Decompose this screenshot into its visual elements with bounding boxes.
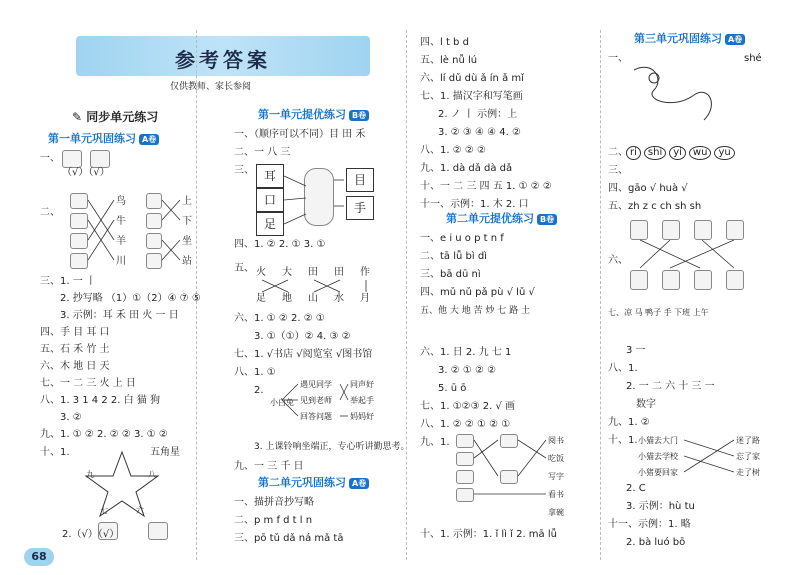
answer-line: 七、一 二 三 火 上 日 xyxy=(40,378,136,389)
answer-line: 2. C xyxy=(626,483,646,494)
answer-line: 五、zh z c ch sh sh xyxy=(608,201,702,212)
unit1-improve-heading: 第一单元提优练习 B卷 xyxy=(258,108,369,122)
circled-pinyin: yi xyxy=(669,146,686,160)
answer-line: 3. ①（①）② 4. ③ ② xyxy=(254,331,351,342)
answer-line: 三、1. 一 丨 xyxy=(40,276,96,287)
dot-to-dot-dragon xyxy=(624,60,724,130)
child-picture xyxy=(146,253,162,269)
char-box: 目 xyxy=(346,168,374,192)
answer-line: 九、1. ② xyxy=(608,417,650,428)
match-word: 羊 xyxy=(116,236,126,247)
animal-picture xyxy=(70,213,88,229)
answer-line: 二、p m f d t l n xyxy=(234,515,313,526)
answer-line: 九、一 三 千 日 xyxy=(234,461,304,472)
answer-line: 十、1. xyxy=(608,435,638,446)
divider xyxy=(406,30,407,560)
answer-line: 六、1. 日 2. 九 七 1 xyxy=(420,347,512,358)
animal-picture xyxy=(70,233,88,249)
match-phrase: 迷了路 xyxy=(736,436,760,445)
star-label: 八 xyxy=(148,470,156,479)
divider xyxy=(600,30,601,560)
answer-line: 一、描拼音抄写略 xyxy=(234,497,314,508)
answer-line: 九、1. ① ② 2. ② ② 3. ① ② xyxy=(40,429,168,440)
answer-line: 一、 xyxy=(608,53,628,64)
answer-line: 3. ② xyxy=(60,412,82,423)
animal-picture xyxy=(70,253,88,269)
child-picture xyxy=(146,233,162,249)
object-picture xyxy=(500,470,518,484)
answer-line: 2. 抄写略 （1）①（2）④ ⑦ ⑤ xyxy=(60,293,201,304)
answer-line: 十、一 二 三 四 五 1. ① ② ② xyxy=(420,181,552,192)
match-phrase: 走了树 xyxy=(736,468,760,477)
answer-line: 六、木 地 日 天 xyxy=(40,361,110,372)
circled-pinyin: wu xyxy=(689,146,712,160)
animal-picture xyxy=(70,193,88,209)
match-word: 牛 xyxy=(116,216,126,227)
match-word: 月 xyxy=(360,293,370,304)
scene-picture xyxy=(694,220,712,240)
answer-line: shé xyxy=(744,53,762,64)
match-phrase: 小猪要回家 xyxy=(638,468,678,477)
char-box: 耳 xyxy=(256,164,284,188)
answer-line: 八、1. ② ② ② xyxy=(420,145,486,156)
page-number: 68 xyxy=(24,548,54,566)
answer-line: 四、l t b d xyxy=(420,37,469,48)
answer-line: 八、1. ② ② ① ② ① xyxy=(420,419,511,430)
answer-line: 2. ノ 丨 示例：上 xyxy=(438,109,518,120)
answer-line: 一、（顺序可以不同）目 田 禾 xyxy=(234,129,366,140)
answer-line: 七、1. 描汉字和写笔画 xyxy=(420,91,523,102)
answer-line: 3. ② ① ② ② xyxy=(438,365,497,376)
answer-line: 2. 一 二 六 十 三 一 xyxy=(626,381,715,392)
match-word: 下 xyxy=(182,216,192,227)
section-heading: ✎ 同步单元练习 xyxy=(72,110,159,124)
match-word: 大 xyxy=(282,267,292,278)
match-phrase: 遇见同学 xyxy=(300,380,332,389)
answer-line: 七、凉 马 鸭子 手 下班 上午 xyxy=(608,308,709,317)
match-word: 足 xyxy=(256,293,266,304)
star-label: 七 xyxy=(100,506,108,515)
unit3-heading: 第三单元巩固练习 A卷 xyxy=(634,32,745,46)
answer-line: 一、e i u o p t n f xyxy=(420,233,504,244)
match-word: 山 xyxy=(308,293,318,304)
answer-line: 九、1. dà dǎ dà dǎ xyxy=(420,163,513,174)
circled-pinyin: ri xyxy=(626,146,641,160)
star-label: 九 xyxy=(86,470,94,479)
answer-line: 十一、示例：1. 略 xyxy=(608,519,691,530)
page-title: 参考答案 xyxy=(175,48,271,72)
scene-picture xyxy=(726,270,744,290)
answer-line: 九、1. xyxy=(420,437,450,448)
answer-line: 八、1. 3 1 4 2 2. 白 猫 狗 xyxy=(40,395,160,406)
match-phrase: 小猫去大门 xyxy=(638,436,678,445)
char-box: 手 xyxy=(346,196,374,220)
answer-line: 八、1. ① xyxy=(234,367,276,378)
match-phrase: 同声好 xyxy=(350,380,374,389)
match-word: 作 xyxy=(360,267,370,278)
answer-line: 二、 xyxy=(608,147,628,158)
answer-line: 十、1. 示例：1. ǐ lì ǐ 2. mā lǚ xyxy=(420,529,557,540)
answer-line: 七、1. ①②③ 2. √ 画 xyxy=(420,401,516,412)
match-word: 写字 xyxy=(548,472,564,481)
answer-line: 八、1. xyxy=(608,363,638,374)
answer-line: （√）（√） xyxy=(62,167,110,178)
object-picture xyxy=(456,452,474,466)
answer-line: 四、mǔ nǔ pǎ pù √ lǔ √ xyxy=(420,287,535,298)
object-picture xyxy=(456,470,474,484)
match-word: 看书 xyxy=(548,490,564,499)
match-phrase: 小白兔 xyxy=(270,398,294,407)
object-picture xyxy=(456,488,474,502)
star-caption: 五角星 xyxy=(150,447,180,458)
match-phrase: 妈妈好 xyxy=(350,412,374,421)
match-phrase: 举起手 xyxy=(350,396,374,405)
match-word: 火 xyxy=(256,267,266,278)
answer-line: 3 一 xyxy=(626,345,646,356)
answer-line: 四、1. ② 2. ① 3. ① xyxy=(234,239,326,250)
object-picture xyxy=(456,434,474,448)
match-word: 田 xyxy=(334,267,344,278)
match-word: 上 xyxy=(182,196,192,207)
answer-line: 3. 示例：hù tu xyxy=(626,501,695,512)
answer-banner xyxy=(76,36,370,76)
answer-line: 五、石 禾 竹 土 xyxy=(40,344,110,355)
answer-line: 2.（√）（√） xyxy=(62,529,120,540)
answer-line: 四、手 目 耳 口 xyxy=(40,327,110,338)
match-word: 坐 xyxy=(182,236,192,247)
match-word: 水 xyxy=(334,293,344,304)
circled-pinyin: shi xyxy=(644,146,666,160)
answer-line: 2. bà luó bō xyxy=(626,537,686,548)
match-phrase: 见到老师 xyxy=(300,396,332,405)
object-picture xyxy=(500,434,518,448)
child-picture xyxy=(146,193,162,209)
match-word: 鸟 xyxy=(116,196,126,207)
match-word: 吃饭 xyxy=(548,454,564,463)
match-word: 川 xyxy=(116,256,126,267)
answer-line: 3. 上课铃响坐端正，专心听讲勤思考。 xyxy=(254,442,410,452)
pinyin-row xyxy=(626,146,738,160)
scene-picture xyxy=(630,220,648,240)
scene-picture xyxy=(662,220,680,240)
match-word: 阅书 xyxy=(548,436,564,445)
answer-line: 三、 xyxy=(234,165,254,176)
answer-line: 六、lí dǔ dù ǎ ín ǎ mǐ xyxy=(420,73,524,84)
answer-line: 3. 示例：耳 禾 田 火 一 日 xyxy=(60,310,179,321)
circled-pinyin: yu xyxy=(714,146,734,160)
answer-line: 五、lè nǚ lú xyxy=(420,55,478,66)
subtitle: 仅供教师、家长参阅 xyxy=(170,82,252,92)
scene-picture xyxy=(630,270,648,290)
answer-line: 二、一 八 三 xyxy=(234,147,291,158)
scene-picture xyxy=(726,220,744,240)
match-word: 站 xyxy=(182,256,192,267)
match-word: 地 xyxy=(282,293,292,304)
answer-line: 五、他 大 地 苦 炒 七 路 土 xyxy=(420,306,531,316)
answer-line: 十、1. xyxy=(40,447,70,458)
scene-picture xyxy=(694,270,712,290)
char-box: 足 xyxy=(256,212,284,236)
match-word: 田 xyxy=(308,267,318,278)
unit2-heading: 第二单元巩固练习 A卷 xyxy=(258,476,369,490)
answer-line: 数字 xyxy=(636,399,656,410)
answer-line: 5. ū ō xyxy=(438,383,467,394)
girl-picture xyxy=(304,168,334,226)
answer-line: 3. ② ③ ④ ④ 4. ② xyxy=(438,127,521,138)
answer-line: 五、 xyxy=(234,263,254,274)
picture xyxy=(148,522,168,540)
match-phrase: 回答问题 xyxy=(300,412,332,421)
answer-line: 二、 xyxy=(40,207,60,218)
unit1-heading: 第一单元巩固练习 A卷 xyxy=(48,132,159,146)
answer-line: 一、 xyxy=(40,153,60,164)
child-picture xyxy=(146,213,162,229)
answer-line: 三、bā dū nì xyxy=(420,269,481,280)
star-diagram xyxy=(82,448,162,518)
answer-line: 四、gāo √ huà √ xyxy=(608,183,688,194)
answer-line: 三、pō tǔ dǎ ná mǎ tā xyxy=(234,533,344,544)
answer-line: 三、 xyxy=(608,165,628,176)
match-phrase: 小猫去学校 xyxy=(638,452,678,461)
answer-line: 2. xyxy=(254,385,264,396)
scene-picture xyxy=(662,270,680,290)
answer-line: 七、1. √书店 √阅览室 √图书馆 xyxy=(234,349,373,360)
pen-icon: ✎ xyxy=(72,110,83,124)
match-phrase: 忘了家 xyxy=(736,452,760,461)
char-box: 口 xyxy=(256,188,284,212)
answer-line: 六、 xyxy=(608,255,628,266)
match-word: 拿碗 xyxy=(548,508,564,517)
answer-line: 六、1. ① ② 2. ② ① xyxy=(234,313,325,324)
star-label: 六 xyxy=(136,506,144,515)
unit2-improve-heading: 第二单元提优练习 B卷 xyxy=(446,212,557,226)
answer-line: 二、tā lǚ bì dì xyxy=(420,251,487,262)
answer-line: 十一、示例：1. 木 2. 口 xyxy=(420,199,529,210)
